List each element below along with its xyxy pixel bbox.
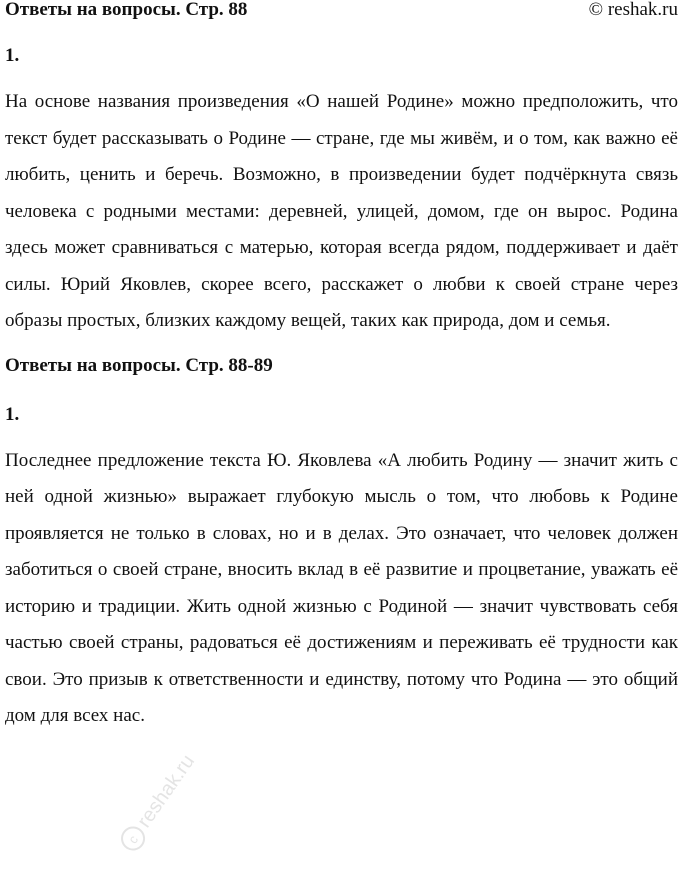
answer-text: Последнее предложение текста Ю. Яковлева «А любить Родину — значит жить с ней одной жизнью» выражает глубокую мысль о том, что любовь к Родине проявляется не только в словах, но и в делах. Это означает, что человек должен заботиться о своей стране, вносить вклад в её развитие и процветание, уважать её историю и традиции. Жить одной жизнью с Родиной — значит чувствовать себя частью своей страны, радоваться её достижениям и переживать её трудности как свои. Это призыв к ответственности и единству, потому что Родина — это общий дом для всех нас. <box>5 449 678 726</box>
question-number: 1. <box>5 403 20 425</box>
page-header <box>5 0 678 30</box>
svg-text:c: c <box>125 832 142 847</box>
page <box>5 0 678 735</box>
answer-text: На основе названия произведения «О нашей Родине» можно предположить, что текст будет рассказывать о Родине — стране, где мы живём, и о том, как важно её любить, ценить и беречь. Возможно, в произведении будет подчёркнута связь человека с родными местами: деревней, улицей, домом, где он вырос. Родина здесь может сравниваться с матерью, которая всегда рядом, поддерживает и даёт силы. Юрий Яковлев, скорее всего, расскажет о любви к своей стране через образы простых, близких каждому вещей, таких как природа, дом и семья. <box>5 91 678 331</box>
answer-section-1 <box>5 44 678 340</box>
site-credit: © reshak.ru <box>588 0 678 20</box>
section-title: Ответы на вопросы. Стр. 88-89 <box>5 354 273 376</box>
watermark-logo <box>95 740 225 860</box>
question-number: 1. <box>5 45 20 66</box>
answer-section-2 <box>5 354 678 735</box>
page-title: Ответы на вопросы. Стр. 88 <box>5 0 248 20</box>
watermark-text: reshak.ru <box>133 750 200 832</box>
